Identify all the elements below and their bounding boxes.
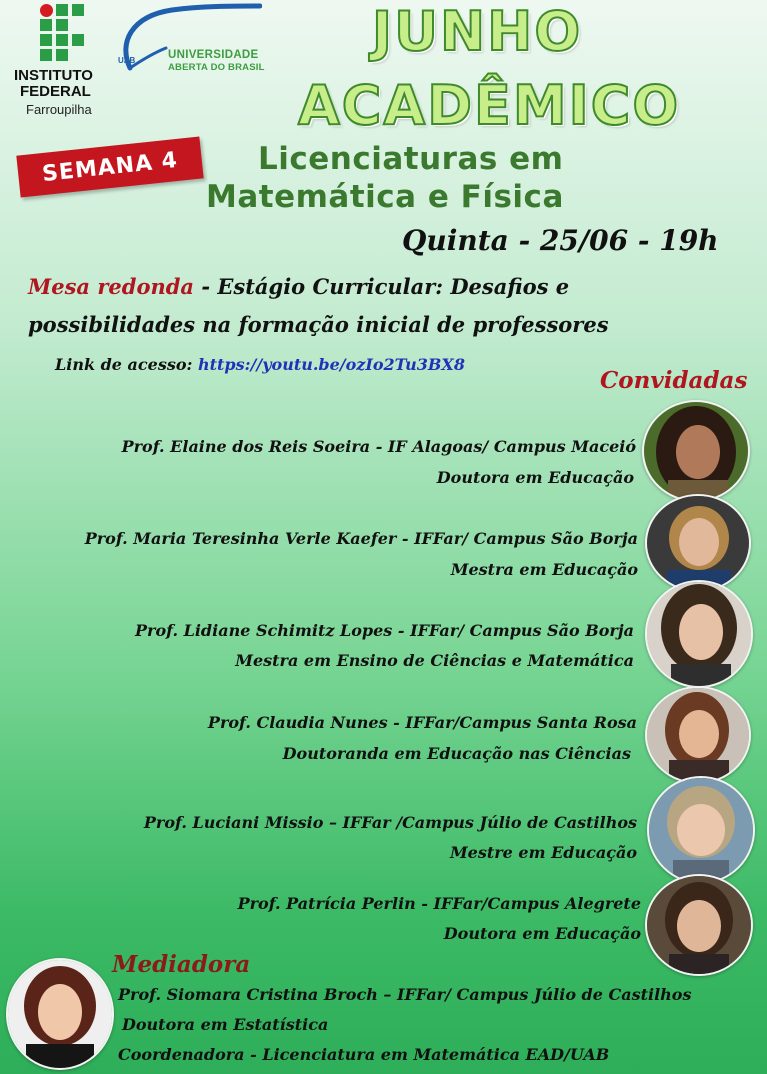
if-campus-name: Farroupilha	[26, 102, 92, 117]
mediator-title: Doutora em Estatística	[122, 1015, 329, 1034]
mediator-heading: Mediadora	[112, 951, 251, 978]
event-title-line1: - Estágio Curricular: Desafios e	[194, 274, 570, 299]
guest-4-name: Prof. Claudia Nunes - IFFar/Campus Santa Rosa	[207, 713, 637, 732]
guest-3-photo	[645, 580, 753, 688]
guest-6-title: Doutora em Educação	[443, 924, 641, 943]
mediator-role: Coordenadora - Licenciatura em Matemática EAD/UAB	[118, 1045, 610, 1064]
week-badge-label: SEMANA 4	[40, 147, 180, 187]
if-logo-text: INSTITUTO FEDERAL	[14, 67, 93, 100]
uab-name-line2: ABERTA DO BRASIL	[168, 62, 265, 73]
guest-6-photo	[645, 874, 753, 976]
event-type: Mesa redonda	[28, 274, 195, 299]
guest-2-title: Mestra em Educação	[450, 560, 638, 579]
guests-heading: Convidadas	[600, 367, 748, 394]
guest-3-title: Mestra em Ensino de Ciências e Matemática	[235, 651, 634, 670]
mediator-photo	[6, 958, 114, 1070]
event-date: Quinta - 25/06 - 19h	[402, 224, 719, 257]
access-link-label: Link de acesso:	[55, 355, 199, 374]
event-title-line2: possibilidades na formação inicial de professores	[28, 312, 609, 337]
guest-5-photo	[647, 776, 755, 884]
guest-3-name: Prof. Lidiane Schimitz Lopes - IFFar/ Campus São Borja	[135, 621, 634, 640]
guest-1-photo	[642, 400, 750, 502]
subtitle-line1: Licenciaturas em	[258, 141, 564, 177]
access-link[interactable]: https://youtu.be/ozIo2Tu3BX8	[198, 355, 465, 374]
subtitle-line2: Matemática e Física	[206, 179, 564, 215]
poster-title-line1: JUNHO	[372, 0, 583, 63]
week-badge	[16, 136, 203, 197]
guest-4-title: Doutoranda em Educação nas Ciências	[282, 744, 631, 763]
access-link-row	[55, 355, 465, 374]
uab-tag: UAB	[118, 56, 136, 65]
event-title	[28, 268, 609, 344]
guest-4-photo	[645, 686, 751, 784]
mediator-name: Prof. Siomara Cristina Broch – IFFar/ Campus Júlio de Castilhos	[118, 985, 692, 1004]
guest-1-name: Prof. Elaine dos Reis Soeira - IF Alagoas/ Campus Maceió	[121, 437, 636, 456]
guest-2-photo	[645, 494, 751, 592]
uab-name-line1: UNIVERSIDADE	[168, 49, 259, 61]
guest-6-name: Prof. Patrícia Perlin - IFFar/Campus Alegrete	[237, 894, 641, 913]
guest-1-title: Doutora em Educação	[436, 468, 634, 487]
instituto-federal-logo-icon	[40, 4, 86, 62]
guest-2-name: Prof. Maria Teresinha Verle Kaefer - IFFar/ Campus São Borja	[84, 529, 638, 548]
poster-title-line2: ACADÊMICO	[298, 74, 681, 137]
guest-5-name: Prof. Luciani Missio – IFFar /Campus Júlio de Castilhos	[143, 813, 637, 832]
guest-5-title: Mestre em Educação	[449, 843, 637, 862]
